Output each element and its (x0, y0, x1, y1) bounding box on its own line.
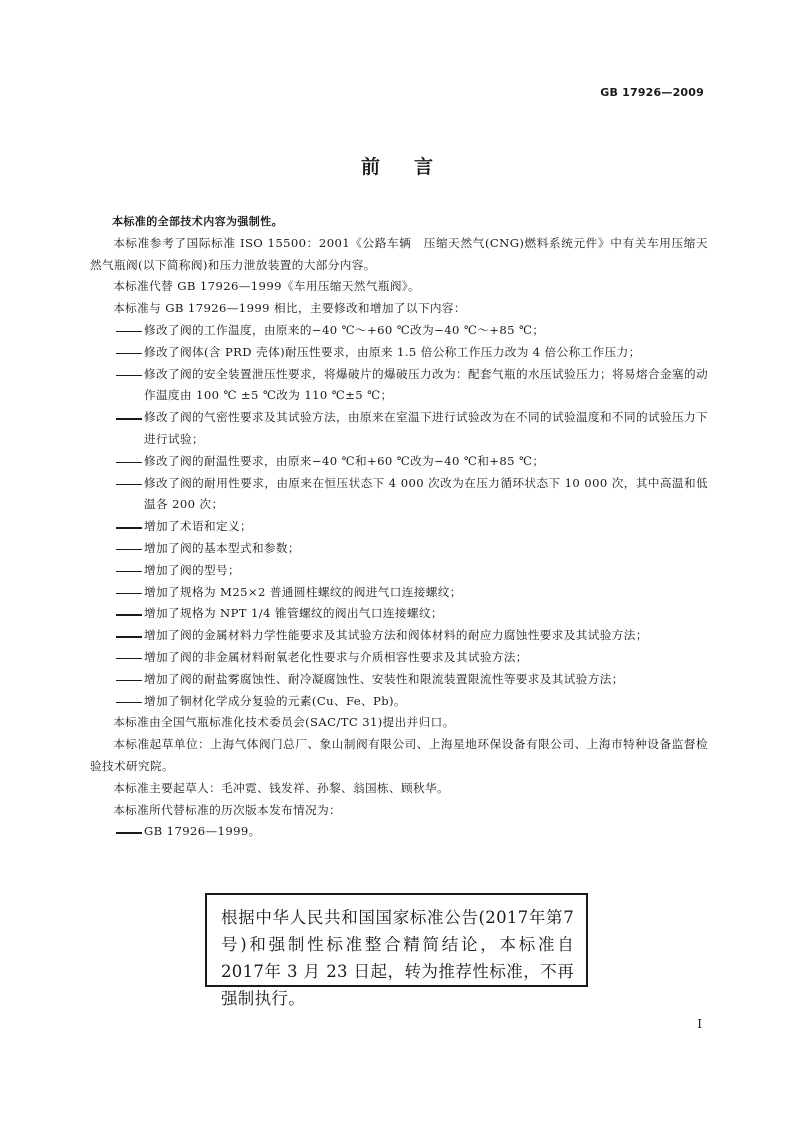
body-text (90, 211, 708, 843)
list-item: 修改了阀的工作温度，由原来的−40 ℃～+60 ℃改为−40 ℃～+85 ℃； (144, 322, 545, 337)
notice-box: 根据中华人民共和国国家标准公告(2017年第7号)和强制性标准整合精简结论，本标准自 2017年 3 月 23 日起，转为推荐性标准，不再强制执行。 (205, 893, 588, 987)
list-item: 增加了阀的耐盐雾腐蚀性、耐冷凝腐蚀性、安装性和限流装置限流性等要求及其试验方法； (144, 671, 624, 686)
paragraph: 本标准所代替标准的历次版本发布情况为： (113, 802, 342, 817)
page-number: I (697, 1017, 702, 1031)
list-item: 修改了阀的耐用性要求，由原来在恒压状态下 4 000 次改为在压力循环状态下 10 000 次，其中高温和低温各 200 次； (144, 475, 708, 512)
page-title: 前言 (360, 156, 467, 178)
list-item: 增加了术语和定义； (144, 519, 252, 534)
list-item: 增加了铜材化学成分复验的元素(Cu、Fe、Pb)。 (144, 693, 406, 708)
paragraph: 本标准由全国气瓶标准化技术委员会(SAC/TC 31)提出并归口。 (113, 715, 455, 730)
list-item: 增加了规格为 NPT 1/4 锥管螺纹的阀出气口连接螺纹； (144, 606, 443, 621)
paragraph: 本标准起草单位：上海气体阀门总厂、象山制阀有限公司、上海星地环保设备有限公司、上海市特种设备监督检验技术研究院。 (90, 737, 708, 773)
page-header: GB 17926—2009 (600, 86, 704, 99)
paragraph: 本标准主要起草人：毛冲霓、钱发祥、孙黎、翁国栋、顾秋华。 (113, 780, 450, 795)
list-item: 修改了阀的气密性要求及其试验方法，由原来在室温下进行试验改为在不同的试验温度和不同的试验压力下进行试验； (144, 410, 708, 446)
paragraph: 本标准代替 GB 17926—1999《车用压缩天然气瓶阀》。 (113, 279, 421, 294)
paragraph: 本标准与 GB 17926—1999 相比，主要修改和增加了以下内容： (113, 301, 466, 316)
list-item: 增加了阀的型号； (144, 562, 240, 577)
paragraph: 本标准参考了国际标准 ISO 15500：2001《公路车辆 压缩天然气(CNG)燃料系统元件》中有关车用压缩天然气瓶阀(以下简称阀)和压力泄放装置的大部分内容。 (90, 235, 708, 272)
list-item: 增加了阀的金属材料力学性能要求及其试验方法和阀体材料的耐应力腐蚀性要求及其试验方法； (144, 628, 648, 643)
list-item: GB 17926—1999。 (144, 824, 261, 839)
list-item: 修改了阀的安全装置泄压性要求，将爆破片的爆破压力改为：配套气瓶的水压试验压力；将易熔合金塞的动作温度由 100 ℃ ±5 ℃改为 110 ℃±5 ℃； (144, 366, 708, 403)
list-item: 修改了阀的耐温性要求，由原来−40 ℃和+60 ℃改为−40 ℃和+85 ℃； (144, 453, 545, 468)
paragraph: 本标准的全部技术内容为强制性。 (112, 215, 283, 228)
changes-list (90, 320, 708, 712)
list-item: 修改了阀体(含 PRD 壳体)耐压性要求，由原来 1.5 倍公称工作压力改为 4 倍公称工作压力； (144, 344, 641, 359)
list-item: 增加了阀的基本型式和参数； (144, 540, 300, 555)
list-item: 增加了规格为 M25×2 普通圆柱螺纹的阀进气口连接螺纹； (144, 584, 462, 599)
list-item: 增加了阀的非金属材料耐氧老化性要求与介质相容性要求及其试验方法； (144, 649, 528, 664)
